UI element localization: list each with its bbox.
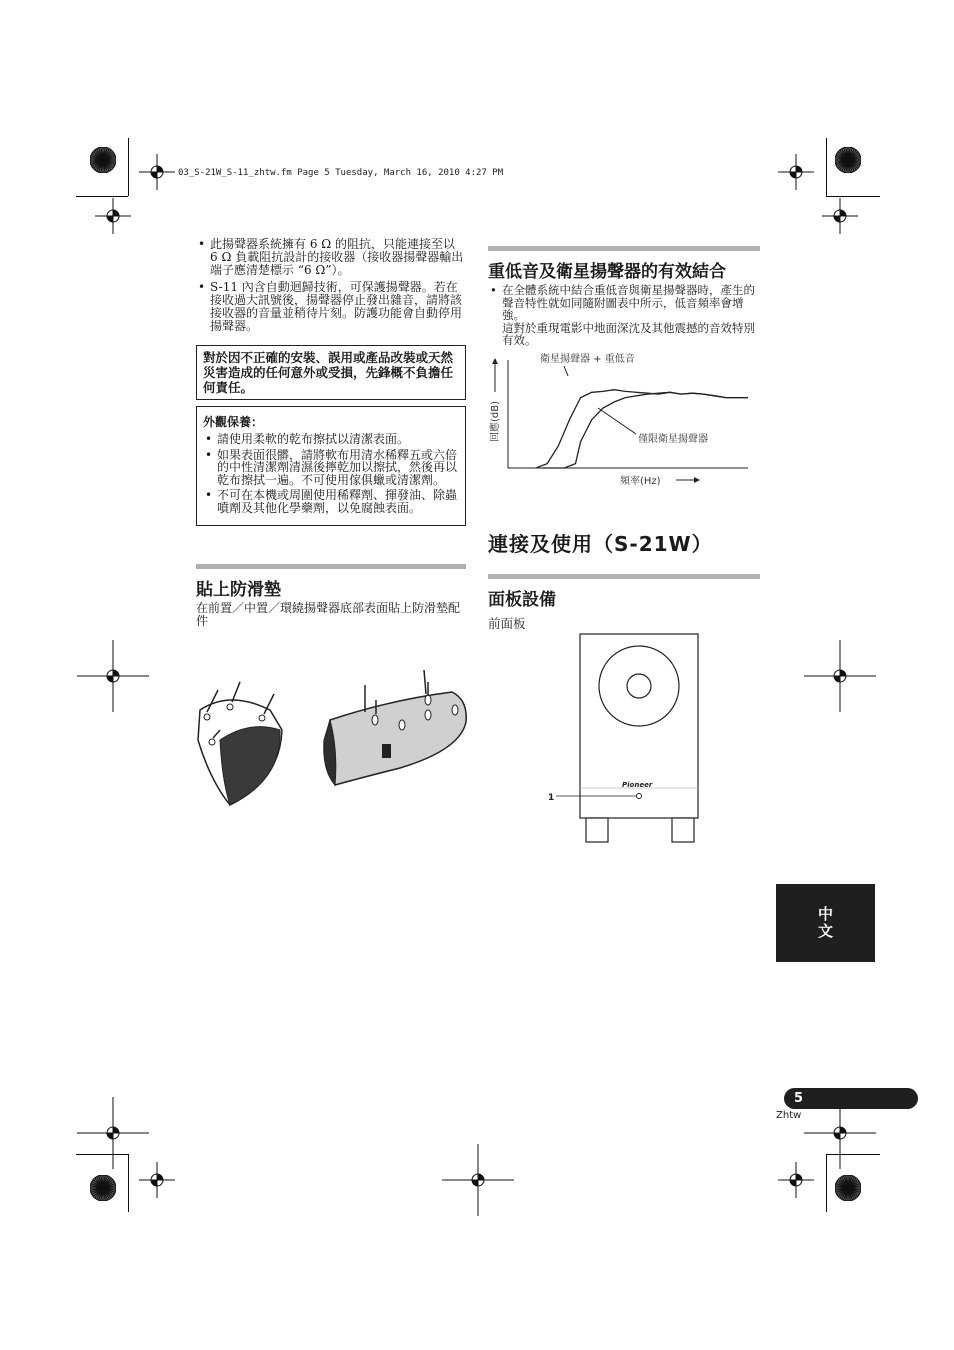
care-box — [196, 406, 466, 526]
list-item: • S-11 內含自動迴歸技術，可保護揚聲器。若在接收過大訊號後，揚聲器停止發出雜音，請將該接收器的音量並稍待片刻。防護功能會自動停用揚聲器。 — [196, 281, 466, 333]
combo-list — [488, 284, 760, 347]
series-line-satellite — [542, 392, 748, 468]
list-item: • 此揚聲器系統擁有 6 Ω 的阻抗，只能連接至以 6 Ω 負載阻抗設計的接收器（接收器揚聲器輸出端子應清楚標示 “6 Ω”）。 — [196, 238, 466, 277]
connect-title: 連接及使用（S-21W） — [488, 532, 713, 556]
crop-line — [826, 1154, 880, 1155]
color-target-mark — [835, 147, 861, 173]
list-item: • 不可在本機或周圍使用稀釋劑、揮發油、除蟲噴劑及其他化學藥劑，以免腐蝕表面。 — [203, 489, 459, 514]
warning-text: 對於因不正確的安裝、誤用或產品改裝或天然災害造成的任何意外或受損，先鋒概不負擔任何責任。 — [203, 350, 454, 395]
crop-line — [826, 138, 827, 196]
power-indicator — [637, 794, 642, 799]
combo-title: 重低音及衛星揚聲器的有效結合 — [488, 262, 726, 282]
crop-line — [826, 196, 880, 197]
list-item: • 請使用柔軟的乾布擦拭以清潔表面。 — [203, 433, 459, 446]
color-target-mark — [90, 1175, 116, 1201]
crop-line — [826, 1154, 827, 1212]
registration-mark — [778, 1162, 814, 1198]
file-header: 03_S-21W_S-11_zhtw.fm Page 5 Tuesday, March 16, 2010 4:27 PM — [178, 168, 504, 178]
right-column — [488, 246, 760, 351]
series-line-combo — [536, 390, 748, 468]
page-number: 5 — [784, 1088, 918, 1109]
combo-text: 在全體系統中結合重低音與衛星揚聲器時，產生的聲音特性就如同隨附圖表中所示，低音頻率會增強。 — [502, 283, 755, 322]
crop-line — [128, 138, 129, 196]
callout-number: 1 — [548, 793, 555, 803]
registration-mark — [95, 198, 131, 234]
section-divider — [196, 564, 466, 569]
registration-mark — [778, 154, 814, 190]
language-tab-label: 中文 — [816, 906, 834, 940]
crop-line — [76, 196, 128, 197]
care-list — [203, 433, 459, 514]
pads-text: 在前置／中置／環繞揚聲器底部表面貼上防滑墊配件 — [196, 601, 461, 628]
warning-box — [196, 345, 466, 400]
panel-title: 面板設備 — [488, 590, 556, 610]
registration-mark — [139, 154, 175, 190]
registration-mark — [77, 1097, 149, 1169]
registration-mark — [822, 198, 858, 234]
list-item: • 如果表面很髒，請將軟布用清水稀釋五或六倍的中性清潔劑清濕後擰乾加以擦拭，然後再以乾布擦拭一遍。不可使用傢俱蠟或清潔劑。 — [203, 449, 459, 487]
center-speaker — [324, 670, 466, 785]
x-axis-label: 頻率(Hz) — [620, 476, 661, 487]
care-title: 外觀保養： — [203, 415, 264, 429]
page-language: Zhtw — [776, 1110, 802, 1121]
registration-mark — [77, 640, 149, 712]
list-item — [488, 284, 760, 347]
brand-logo: Pioneer — [622, 781, 653, 789]
pads-title: 貼上防滑墊 — [196, 580, 281, 600]
impedance-notes — [196, 238, 466, 333]
crop-line — [128, 1154, 129, 1212]
panel-subtitle: 前面板 — [488, 616, 526, 631]
language-tab — [776, 884, 875, 962]
section-divider — [488, 574, 760, 579]
registration-mark — [804, 640, 876, 712]
surround-speaker — [198, 682, 282, 805]
registration-mark — [139, 1162, 175, 1198]
subwoofer-front-panel — [544, 630, 704, 850]
series-label-combo: 衛星揚聲器 + 重低音 — [540, 354, 635, 365]
y-axis-label: 回應(dB) — [490, 400, 501, 442]
color-target-mark — [835, 1175, 861, 1201]
response-chart — [486, 346, 762, 492]
combo-text-2: 這對於重現電影中地面深沈及其他震撼的音效特別有效。 — [502, 320, 755, 347]
registration-mark — [442, 1144, 514, 1216]
section-divider — [488, 246, 760, 251]
panel-section — [488, 574, 760, 632]
speaker-illustration — [190, 670, 480, 820]
series-label-satellite: 僅限衛星揚聲器 — [638, 434, 708, 445]
left-column — [196, 238, 466, 628]
color-target-mark — [90, 147, 116, 173]
crop-line — [76, 1154, 128, 1155]
